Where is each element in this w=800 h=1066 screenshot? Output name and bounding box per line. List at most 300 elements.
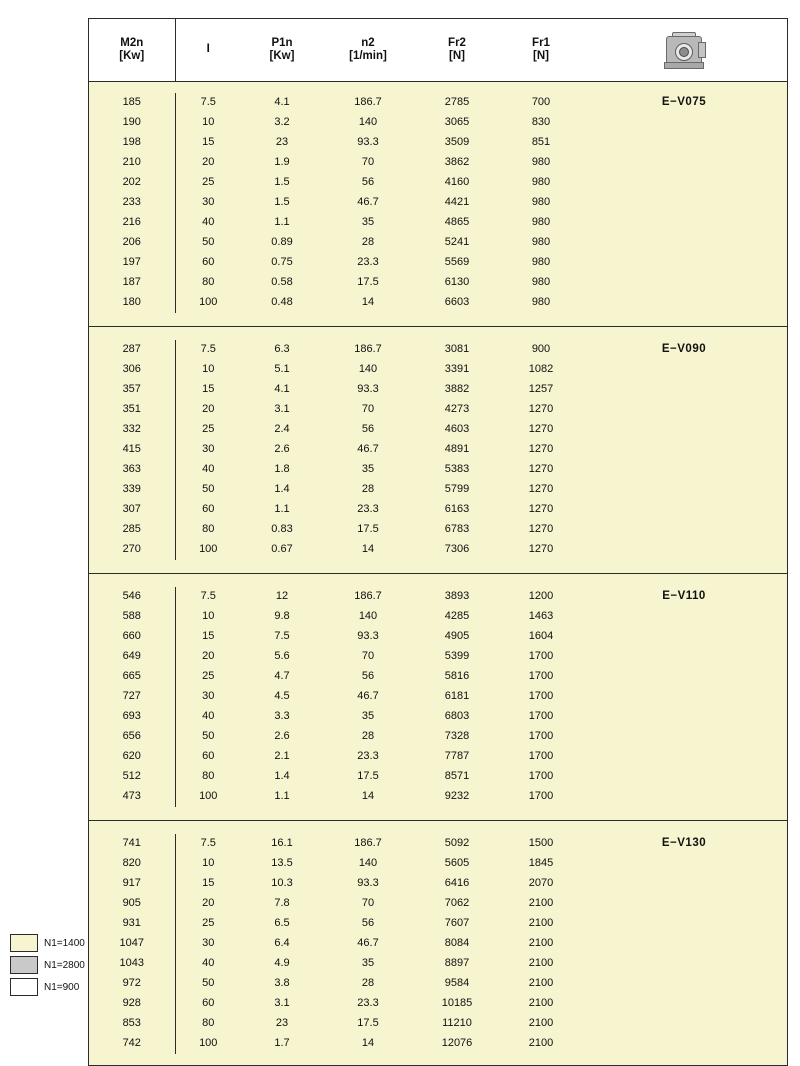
cell-p1n: 10.3 — [271, 877, 293, 889]
cell-i: 10 — [175, 854, 241, 874]
cell-n2: 56 — [361, 423, 375, 435]
cell-model — [581, 213, 787, 233]
cell-i: 7.5 — [175, 587, 241, 607]
cell-model — [581, 607, 787, 627]
cell-p1n: 3.1 — [274, 403, 290, 415]
cell-n2: 35 — [361, 463, 375, 475]
cell-i: 25 — [175, 914, 241, 934]
column-header-n2 — [323, 19, 413, 81]
cell-model — [581, 380, 787, 400]
table-row — [89, 93, 787, 113]
cell-p1n: 4.9 — [274, 957, 290, 969]
cell-fr1: 1200 — [528, 590, 554, 602]
cell-fr2: 8897 — [444, 957, 470, 969]
cell-p1n: 0.75 — [271, 256, 293, 268]
cell-p1n: 7.5 — [274, 630, 290, 642]
table-row — [89, 834, 787, 854]
cell-fr1: 1700 — [528, 790, 554, 802]
cell-fr2: 3862 — [444, 156, 470, 168]
table-row — [89, 974, 787, 994]
cell-n2: 28 — [361, 977, 375, 989]
cell-m2n: 210 — [122, 156, 141, 168]
cell-model — [581, 460, 787, 480]
cell-fr2: 6181 — [444, 690, 470, 702]
cell-i: 50 — [175, 233, 241, 253]
table-row — [89, 607, 787, 627]
cell-fr1: 900 — [531, 343, 551, 355]
cell-model — [581, 787, 787, 807]
cell-fr2: 9232 — [444, 790, 470, 802]
cell-n2: 46.7 — [357, 443, 379, 455]
cell-n2: 14 — [361, 790, 375, 802]
cell-model — [581, 293, 787, 313]
cell-p1n: 1.4 — [274, 770, 290, 782]
cell-m2n: 820 — [122, 857, 141, 869]
cell-fr1: 1700 — [528, 670, 554, 682]
cell-p1n: 1.5 — [274, 196, 290, 208]
cell-i: 7.5 — [175, 834, 241, 854]
cell-m2n: 190 — [122, 116, 141, 128]
column-header-n2-unit: [1/min] — [349, 50, 387, 63]
cell-fr2: 4273 — [444, 403, 470, 415]
cell-fr1: 830 — [531, 116, 551, 128]
table-row — [89, 133, 787, 153]
cell-p1n: 13.5 — [271, 857, 293, 869]
cell-fr2: 3509 — [444, 136, 470, 148]
table-row — [89, 400, 787, 420]
cell-fr1: 2100 — [528, 937, 554, 949]
cell-i: 100 — [175, 540, 241, 560]
cell-m2n: 287 — [122, 343, 141, 355]
cell-model — [581, 113, 787, 133]
cell-model — [581, 874, 787, 894]
column-header-p1n — [241, 19, 323, 81]
cell-n2: 23.3 — [357, 256, 379, 268]
cell-n2: 17.5 — [357, 276, 379, 288]
legend-swatch-n1-2800 — [10, 956, 38, 974]
cell-n2: 23.3 — [357, 997, 379, 1009]
cell-fr1: 1270 — [528, 523, 554, 535]
cell-fr1: 2100 — [528, 917, 554, 929]
cell-n2: 93.3 — [357, 630, 379, 642]
cell-fr2: 3893 — [444, 590, 470, 602]
table-row — [89, 727, 787, 747]
cell-fr2: 5569 — [444, 256, 470, 268]
cell-m2n: 741 — [122, 837, 141, 849]
table-header — [89, 19, 787, 81]
cell-n2: 93.3 — [357, 136, 379, 148]
cell-fr2: 11210 — [442, 1017, 472, 1029]
cell-n2: 186.7 — [354, 837, 382, 849]
cell-p1n: 5.1 — [274, 363, 290, 375]
cell-fr2: 6130 — [444, 276, 470, 288]
cell-model — [581, 894, 787, 914]
cell-i: 40 — [175, 460, 241, 480]
cell-fr2: 3081 — [444, 343, 470, 355]
cell-m2n: 233 — [122, 196, 141, 208]
table-row — [89, 360, 787, 380]
cell-fr1: 2100 — [528, 977, 554, 989]
cell-i: 20 — [175, 400, 241, 420]
cell-i: 50 — [175, 480, 241, 500]
cell-fr2: 4160 — [444, 176, 470, 188]
cell-p1n: 0.67 — [271, 543, 293, 555]
cell-n2: 70 — [361, 156, 375, 168]
table-row — [89, 193, 787, 213]
cell-model — [581, 954, 787, 974]
cell-m2n: 197 — [122, 256, 141, 268]
column-header-p1n-name: P1n — [271, 37, 293, 50]
cell-fr2: 8571 — [444, 770, 470, 782]
table-row — [89, 954, 787, 974]
table-row — [89, 894, 787, 914]
cell-fr1: 2100 — [528, 957, 554, 969]
group-spacer — [89, 81, 787, 93]
cell-p1n: 12 — [275, 590, 289, 602]
cell-fr1: 851 — [531, 136, 551, 148]
cell-i: 10 — [175, 360, 241, 380]
cell-i: 15 — [175, 874, 241, 894]
cell-m2n: 306 — [122, 363, 141, 375]
cell-fr1: 1700 — [528, 770, 554, 782]
group-spacer — [89, 807, 787, 821]
cell-fr2: 5399 — [444, 650, 470, 662]
cell-m2n: 693 — [122, 710, 141, 722]
cell-m2n: 742 — [122, 1037, 141, 1049]
cell-m2n: 473 — [122, 790, 141, 802]
cell-i: 40 — [175, 213, 241, 233]
cell-m2n: 415 — [122, 443, 141, 455]
cell-fr1: 1270 — [528, 403, 554, 415]
cell-model — [581, 420, 787, 440]
cell-n2: 140 — [358, 116, 378, 128]
cell-fr1: 2100 — [528, 997, 554, 1009]
cell-p1n: 1.7 — [274, 1037, 290, 1049]
cell-m2n: 285 — [122, 523, 141, 535]
cell-i: 50 — [175, 727, 241, 747]
cell-fr2: 2785 — [444, 96, 470, 108]
cell-p1n: 0.48 — [271, 296, 293, 308]
column-header-fr1-name: Fr1 — [532, 37, 550, 50]
cell-i: 15 — [175, 380, 241, 400]
cell-p1n: 7.8 — [274, 897, 290, 909]
cell-p1n: 3.1 — [274, 997, 290, 1009]
cell-i: 30 — [175, 934, 241, 954]
cell-n2: 70 — [361, 403, 375, 415]
table-row — [89, 874, 787, 894]
cell-fr2: 9584 — [444, 977, 470, 989]
cell-fr1: 1463 — [528, 610, 554, 622]
cell-p1n: 9.8 — [274, 610, 290, 622]
cell-model: E−V110 — [662, 590, 706, 602]
cell-fr1: 980 — [531, 196, 551, 208]
table-row — [89, 1034, 787, 1054]
table-row — [89, 914, 787, 934]
cell-fr1: 2100 — [528, 897, 554, 909]
cell-m2n: 656 — [122, 730, 141, 742]
cell-fr1: 1500 — [528, 837, 554, 849]
table-body — [89, 81, 787, 1065]
cell-model — [581, 173, 787, 193]
group-spacer — [89, 313, 787, 327]
cell-n2: 17.5 — [357, 1017, 379, 1029]
cell-model — [581, 647, 787, 667]
cell-fr2: 3391 — [444, 363, 470, 375]
table-row — [89, 587, 787, 607]
column-header-i-name: I — [206, 43, 210, 56]
table-row — [89, 293, 787, 313]
cell-p1n: 23 — [275, 1017, 289, 1029]
cell-fr1: 1257 — [528, 383, 554, 395]
column-header-m2n-unit: [Kw] — [119, 50, 145, 63]
cell-i: 20 — [175, 647, 241, 667]
cell-n2: 35 — [361, 957, 375, 969]
table-row — [89, 273, 787, 293]
cell-p1n: 1.1 — [274, 503, 290, 515]
cell-p1n: 0.89 — [271, 236, 293, 248]
cell-n2: 28 — [361, 730, 375, 742]
cell-model — [581, 994, 787, 1014]
cell-m2n: 206 — [122, 236, 141, 248]
cell-i: 30 — [175, 193, 241, 213]
legend-item — [10, 976, 130, 998]
legend-swatch-n1-900 — [10, 978, 38, 996]
cell-n2: 46.7 — [357, 196, 379, 208]
cell-i: 25 — [175, 667, 241, 687]
cell-fr1: 980 — [531, 176, 551, 188]
cell-model: E−V075 — [661, 96, 707, 108]
cell-n2: 17.5 — [357, 770, 379, 782]
cell-n2: 17.5 — [357, 523, 379, 535]
group-spacer — [89, 560, 787, 574]
cell-model — [581, 273, 787, 293]
table-row — [89, 253, 787, 273]
cell-fr2: 4905 — [444, 630, 470, 642]
cell-n2: 23.3 — [357, 503, 379, 515]
cell-i: 60 — [175, 253, 241, 273]
cell-p1n: 1.9 — [274, 156, 290, 168]
table-row — [89, 153, 787, 173]
group-spacer — [89, 821, 787, 834]
cell-p1n: 1.5 — [274, 176, 290, 188]
column-header-model — [581, 19, 787, 81]
cell-fr1: 1700 — [528, 710, 554, 722]
cell-n2: 56 — [361, 917, 375, 929]
cell-n2: 46.7 — [357, 690, 379, 702]
cell-fr1: 700 — [531, 96, 551, 108]
column-header-m2n — [89, 19, 175, 81]
cell-model: E−V130 — [661, 837, 707, 849]
group-spacer — [89, 327, 787, 340]
table-row — [89, 647, 787, 667]
cell-p1n: 5.6 — [274, 650, 290, 662]
cell-fr1: 1270 — [528, 443, 554, 455]
column-header-fr1-unit: [N] — [533, 50, 549, 63]
cell-m2n: 202 — [122, 176, 141, 188]
cell-model — [581, 233, 787, 253]
table-row — [89, 1014, 787, 1034]
cell-model — [581, 500, 787, 520]
cell-m2n: 307 — [122, 503, 141, 515]
cell-n2: 35 — [361, 216, 375, 228]
cell-model: E−V090 — [661, 343, 707, 355]
column-header-fr2 — [413, 19, 501, 81]
table-row — [89, 380, 787, 400]
cell-i: 50 — [175, 974, 241, 994]
cell-fr2: 4285 — [444, 610, 470, 622]
cell-m2n: 339 — [122, 483, 141, 495]
cell-fr1: 1270 — [528, 543, 554, 555]
cell-p1n: 1.1 — [274, 790, 290, 802]
cell-n2: 28 — [361, 236, 375, 248]
cell-i: 80 — [175, 520, 241, 540]
cell-fr2: 5799 — [444, 483, 470, 495]
table-row — [89, 767, 787, 787]
cell-fr1: 1700 — [528, 750, 554, 762]
cell-m2n: 931 — [122, 917, 141, 929]
table-row — [89, 500, 787, 520]
legend-item — [10, 954, 130, 976]
column-header-i — [175, 19, 241, 81]
table-row — [89, 520, 787, 540]
cell-fr2: 3065 — [444, 116, 470, 128]
cell-p1n: 1.1 — [274, 216, 290, 228]
gearbox-icon — [662, 30, 706, 70]
cell-fr1: 1270 — [528, 423, 554, 435]
table-row — [89, 480, 787, 500]
cell-n2: 140 — [358, 857, 378, 869]
cell-m2n: 1043 — [119, 957, 144, 969]
cell-n2: 70 — [361, 897, 375, 909]
cell-fr1: 2070 — [528, 877, 554, 889]
cell-m2n: 1047 — [119, 937, 144, 949]
cell-p1n: 6.4 — [274, 937, 290, 949]
cell-n2: 14 — [361, 296, 375, 308]
column-header-fr2-unit: [N] — [449, 50, 465, 63]
cell-model — [581, 480, 787, 500]
cell-p1n: 23 — [275, 136, 289, 148]
cell-m2n: 357 — [122, 383, 141, 395]
cell-p1n: 6.3 — [274, 343, 290, 355]
cell-fr2: 12076 — [441, 1037, 473, 1049]
cell-fr1: 980 — [531, 236, 551, 248]
cell-fr2: 6416 — [444, 877, 470, 889]
cell-m2n: 853 — [122, 1017, 141, 1029]
cell-fr2: 7328 — [444, 730, 470, 742]
cell-model — [581, 1014, 787, 1034]
gearbox-icon-bore — [679, 47, 689, 57]
table-row — [89, 787, 787, 807]
cell-p1n: 2.1 — [274, 750, 290, 762]
table-row — [89, 994, 787, 1014]
gearbox-icon-foot — [664, 62, 704, 69]
cell-i: 30 — [175, 687, 241, 707]
cell-m2n: 546 — [122, 590, 141, 602]
cell-n2: 35 — [361, 710, 375, 722]
cell-n2: 186.7 — [354, 343, 382, 355]
table-row — [89, 747, 787, 767]
cell-m2n: 512 — [122, 770, 141, 782]
column-header-m2n-name: M2n — [120, 37, 144, 50]
cell-p1n: 2.6 — [274, 730, 290, 742]
cell-fr2: 5383 — [444, 463, 470, 475]
cell-fr1: 980 — [531, 256, 551, 268]
cell-p1n: 16.1 — [271, 837, 293, 849]
cell-i: 30 — [175, 440, 241, 460]
cell-fr2: 5241 — [444, 236, 470, 248]
cell-i: 60 — [175, 500, 241, 520]
cell-fr1: 980 — [531, 156, 551, 168]
cell-p1n: 6.5 — [274, 917, 290, 929]
cell-p1n: 4.5 — [274, 690, 290, 702]
cell-model — [581, 667, 787, 687]
group-spacer — [89, 1054, 787, 1065]
cell-p1n: 3.8 — [274, 977, 290, 989]
cell-i: 60 — [175, 994, 241, 1014]
cell-model — [581, 747, 787, 767]
cell-p1n: 0.83 — [271, 523, 293, 535]
cell-n2: 93.3 — [357, 877, 379, 889]
cell-m2n: 216 — [122, 216, 141, 228]
cell-fr2: 3882 — [444, 383, 470, 395]
cell-fr2: 4865 — [444, 216, 470, 228]
table-row — [89, 340, 787, 360]
cell-n2: 56 — [361, 670, 375, 682]
cell-i: 40 — [175, 707, 241, 727]
cell-m2n: 270 — [122, 543, 141, 555]
cell-m2n: 185 — [122, 96, 141, 108]
table-row — [89, 707, 787, 727]
cell-p1n: 1.4 — [274, 483, 290, 495]
cell-m2n: 665 — [122, 670, 141, 682]
cell-i: 80 — [175, 767, 241, 787]
cell-i: 20 — [175, 894, 241, 914]
table-row — [89, 854, 787, 874]
cell-i: 25 — [175, 420, 241, 440]
cell-model — [581, 400, 787, 420]
cell-fr1: 1270 — [528, 463, 554, 475]
cell-model — [581, 253, 787, 273]
cell-fr2: 6803 — [444, 710, 470, 722]
cell-p1n: 1.8 — [274, 463, 290, 475]
table-row — [89, 627, 787, 647]
cell-fr2: 7306 — [444, 543, 470, 555]
cell-m2n: 363 — [122, 463, 141, 475]
table-row — [89, 540, 787, 560]
cell-model — [581, 854, 787, 874]
cell-m2n: 660 — [122, 630, 141, 642]
table-row — [89, 213, 787, 233]
column-header-fr1 — [501, 19, 581, 81]
cell-fr1: 1700 — [528, 690, 554, 702]
table-row — [89, 934, 787, 954]
cell-fr2: 7607 — [444, 917, 470, 929]
cell-fr1: 980 — [531, 296, 551, 308]
table-row — [89, 233, 787, 253]
cell-fr2: 8084 — [444, 937, 470, 949]
table-row — [89, 460, 787, 480]
cell-model — [581, 974, 787, 994]
cell-m2n: 928 — [122, 997, 141, 1009]
cell-model — [581, 193, 787, 213]
cell-p1n: 4.1 — [274, 96, 290, 108]
cell-i: 10 — [175, 607, 241, 627]
group-spacer — [89, 574, 787, 587]
cell-n2: 46.7 — [357, 937, 379, 949]
cell-n2: 140 — [358, 363, 378, 375]
cell-m2n: 620 — [122, 750, 141, 762]
cell-m2n: 588 — [122, 610, 141, 622]
